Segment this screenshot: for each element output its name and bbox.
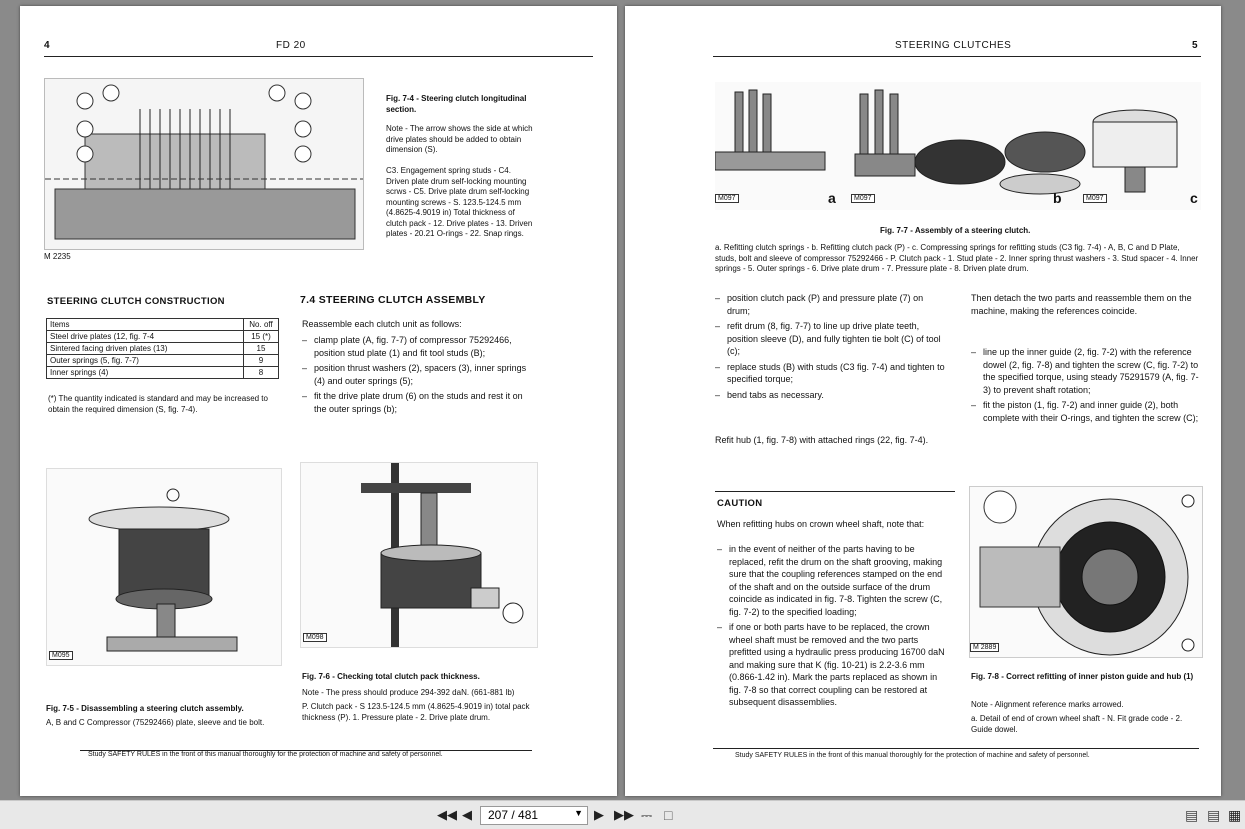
table-cell: 9	[244, 355, 279, 367]
list-item: – bend tabs as necessary.	[715, 389, 945, 402]
list-item: – fit the drive plate drum (6) on the studs and rest it on the outer springs (b);	[302, 390, 530, 415]
figure-7-7-photos	[715, 82, 1201, 210]
table-header-row	[47, 319, 279, 331]
page-number-select[interactable]	[480, 806, 588, 825]
table-row	[47, 331, 279, 343]
list-item: – if one or both parts have to be replaced, the crown wheel shaft must be removed and the two parts prefitted using a hydraulic press producing 16700 daN and making sure that K (fig. 10-21) is 2.2-3.6 mm (0.866-1.42 in). Mark the parts replaced as shown in fig. 7-8 so that correct coupling can be restored at subsequent disassemblies.	[717, 621, 949, 709]
figure-7-8-text: a. Detail of end of crown wheel shaft - N. Fit grade code - 2. Guide dowel.	[971, 714, 1183, 734]
figure-code: M097	[851, 194, 875, 203]
two-page-view-icon[interactable]: ▦	[1228, 807, 1242, 823]
clutch-section-drawing	[45, 79, 363, 249]
continuous-view-icon[interactable]: ▤	[1207, 807, 1221, 823]
page-number-value: 207 / 481	[488, 808, 539, 822]
table-header-cell: Items	[47, 319, 244, 331]
caution-steps-list	[717, 543, 949, 712]
figure-letter: b	[1053, 190, 1062, 206]
table-cell: 8	[244, 367, 279, 379]
list-item: – clamp plate (A, fig. 7-7) of compressor 75292466, position stud plate (1) and fit tool studs (B);	[302, 334, 530, 359]
viewer-toolbar	[0, 800, 1245, 829]
figure-7-6-note: Note - The press should produce 294-392 daN. (661-881 lb)	[302, 688, 515, 697]
caution-rule	[715, 491, 955, 492]
press-drawing	[301, 463, 537, 647]
table-row	[47, 343, 279, 355]
previous-page-icon[interactable]: ◀	[462, 807, 472, 822]
list-item: – fit the piston (1, fig. 7-2) and inner guide (2), both complete with their O-rings, and tighten the screw (C);	[971, 399, 1201, 424]
clutch-construction-table	[46, 318, 279, 379]
footer-safety-text: Study SAFETY RULES in the front of this manual thoroughly for the protection of machine and safety of personnel.	[735, 752, 1090, 759]
table-cell: 15	[244, 343, 279, 355]
figure-7-4-note: Note - The arrow shows the side at which drive plates should be added to obtain dimension (S).	[386, 124, 533, 154]
page-number: 4	[44, 40, 51, 51]
left-page	[20, 6, 617, 796]
list-item: – position thrust washers (2), spacers (3), inner springs (4) and outer springs (5);	[302, 362, 530, 387]
list-item: – in the event of neither of the parts having to be replaced, refit the drum on the shaft grooving, making sure that the coupling references stamped on the end of the shaft and on the outside surface of the drum coincide as indicated in fig. 7-8. Tighten the screw (C, fig. 7-2) to the specified loading;	[717, 543, 949, 618]
table-cell: Steel drive plates (12, fig. 7-4	[47, 331, 244, 343]
page-layout-icon[interactable]: □	[664, 807, 673, 823]
header-rule	[44, 56, 593, 57]
figure-7-5-caption: Fig. 7-5 - Disassembling a steering clutch assembly.	[46, 704, 244, 713]
table-footnote: (*) The quantity indicated is standard and may be increased to obtain the required dimension (S, fig. 7-4).	[48, 394, 268, 414]
footer-rule	[713, 748, 1199, 749]
refit-steps-list	[715, 292, 945, 404]
page-number: 5	[1192, 40, 1199, 51]
next-page-icon[interactable]: ▶	[594, 807, 604, 822]
figure-code: M095	[49, 651, 73, 660]
figure-7-8-note: Note - Alignment reference marks arrowed.	[971, 700, 1124, 709]
list-item: – replace studs (B) with studs (C3 fig. 7-4) and tighten to specified torque;	[715, 361, 945, 386]
reassemble-text: Then detach the two parts and reassemble them on the machine, making the references coincide.	[971, 293, 1192, 316]
caution-intro: When refitting hubs on crown wheel shaft, note that:	[717, 519, 925, 529]
table-title: STEERING CLUTCH CONSTRUCTION	[47, 296, 225, 307]
figure-7-8-photo	[969, 486, 1203, 658]
assembly-steps-list	[302, 334, 530, 418]
assembly-steps-drawing	[715, 82, 1201, 210]
first-page-icon[interactable]: ◀◀	[437, 807, 457, 822]
figure-code: M097	[1083, 194, 1107, 203]
figure-7-4-title: Fig. 7-4 - Steering clutch longitudinal section.	[386, 94, 527, 114]
chevron-down-icon: ▼	[574, 808, 583, 818]
figure-code: M 2889	[970, 643, 999, 652]
table-cell: Outer springs (5, fig. 7-7)	[47, 355, 244, 367]
table-row	[47, 367, 279, 379]
copy-page-icon[interactable]: ⎓	[641, 807, 653, 823]
figure-7-6-text: P. Clutch pack - S 123.5-124.5 mm (4.8625-4.9019 in) total pack thickness (P). 1. Pressure plate - 2. Drive plate drum.	[302, 702, 530, 722]
header-title: STEERING CLUTCHES	[895, 40, 1012, 51]
table-cell: Inner springs (4)	[47, 367, 244, 379]
table-row	[47, 355, 279, 367]
last-page-icon[interactable]: ▶▶	[614, 807, 634, 822]
compressor-drawing	[47, 469, 281, 665]
figure-7-7-title: Fig. 7-7 - Assembly of a steering clutch.	[880, 226, 1031, 235]
figure-code: M098	[303, 633, 327, 642]
table-header-cell: No. off	[244, 319, 279, 331]
figure-7-5-text: A, B and C Compressor (75292466) plate, sleeve and tie bolt.	[46, 718, 265, 727]
list-item: – refit drum (8, fig. 7-7) to line up drive plate teeth, position sleeve (D), and fully tighten tie bolt (C) of tool (c);	[715, 320, 945, 358]
list-item: – position clutch pack (P) and pressure plate (7) on drum;	[715, 292, 945, 317]
figure-letter: a	[828, 190, 836, 206]
section-title: 7.4 STEERING CLUTCH ASSEMBLY	[300, 294, 486, 306]
figure-letter: c	[1190, 190, 1198, 206]
footer-safety-text: Study SAFETY RULES in the front of this manual thoroughly for the protection of machine and safety of personnel.	[88, 751, 443, 758]
figure-7-4-cross-section	[44, 78, 364, 250]
figure-code: M097	[715, 194, 739, 203]
hub-drawing	[970, 487, 1202, 657]
header-rule	[713, 56, 1201, 57]
right-page	[625, 6, 1221, 796]
caution-title: CAUTION	[717, 498, 763, 509]
figure-7-4-legend: C3. Engagement spring studs - C4. Driven plate drum self-locking mounting scrws - C5. Drive plate drum self-locking mounting screws - S. 123.5-124.5 mm (4.8625-4.9019 in) Total thickness of clutch pack - 12. Drive plates - 13. Driven plates - 20.21 O-rings - 22. Snap rings.	[386, 166, 533, 238]
table-cell: 15 (*)	[244, 331, 279, 343]
figure-7-6-photo	[300, 462, 538, 648]
figure-7-6-caption: Fig. 7-6 - Checking total clutch pack thickness.	[302, 672, 480, 681]
refit-hub-text: Refit hub (1, fig. 7-8) with attached rings (22, fig. 7-4).	[715, 435, 929, 445]
section-intro: Reassemble each clutch unit as follows:	[302, 319, 462, 329]
figure-7-8-caption: Fig. 7-8 - Correct refitting of inner piston guide and hub (1)	[971, 672, 1194, 681]
single-page-view-icon[interactable]: ▤	[1185, 807, 1199, 823]
header-title: FD 20	[276, 40, 306, 51]
guide-steps-list	[971, 346, 1201, 427]
list-item: – line up the inner guide (2, fig. 7-2) with the reference dowel (2, fig. 7-8) and tighten the screw (C, fig. 7-2) to the specified torque, using steady 75291579 (A, fig. 7-3) to prevent shaft rotation;	[971, 346, 1201, 396]
figure-7-7-text: a. Refitting clutch springs - b. Refitting clutch pack (P) - c. Compressing springs for refitting studs (C3 fig. 7-4) - A, B, C and D Plate, studs, bolt and sleeve of compressor 75292466 - P. Clutch pack - 1. Stud plate - 2. Inner spring thrust washers - 3. Stud spacer - 4. Inner springs - 5. Outer springs - 6. Drive plate drum - 7. Pressure plate - 8. Driven plate drum.	[715, 243, 1199, 273]
table-cell: Sintered facing driven plates (13)	[47, 343, 244, 355]
figure-7-5-photo	[46, 468, 282, 666]
figure-code: M 2235	[44, 252, 71, 261]
